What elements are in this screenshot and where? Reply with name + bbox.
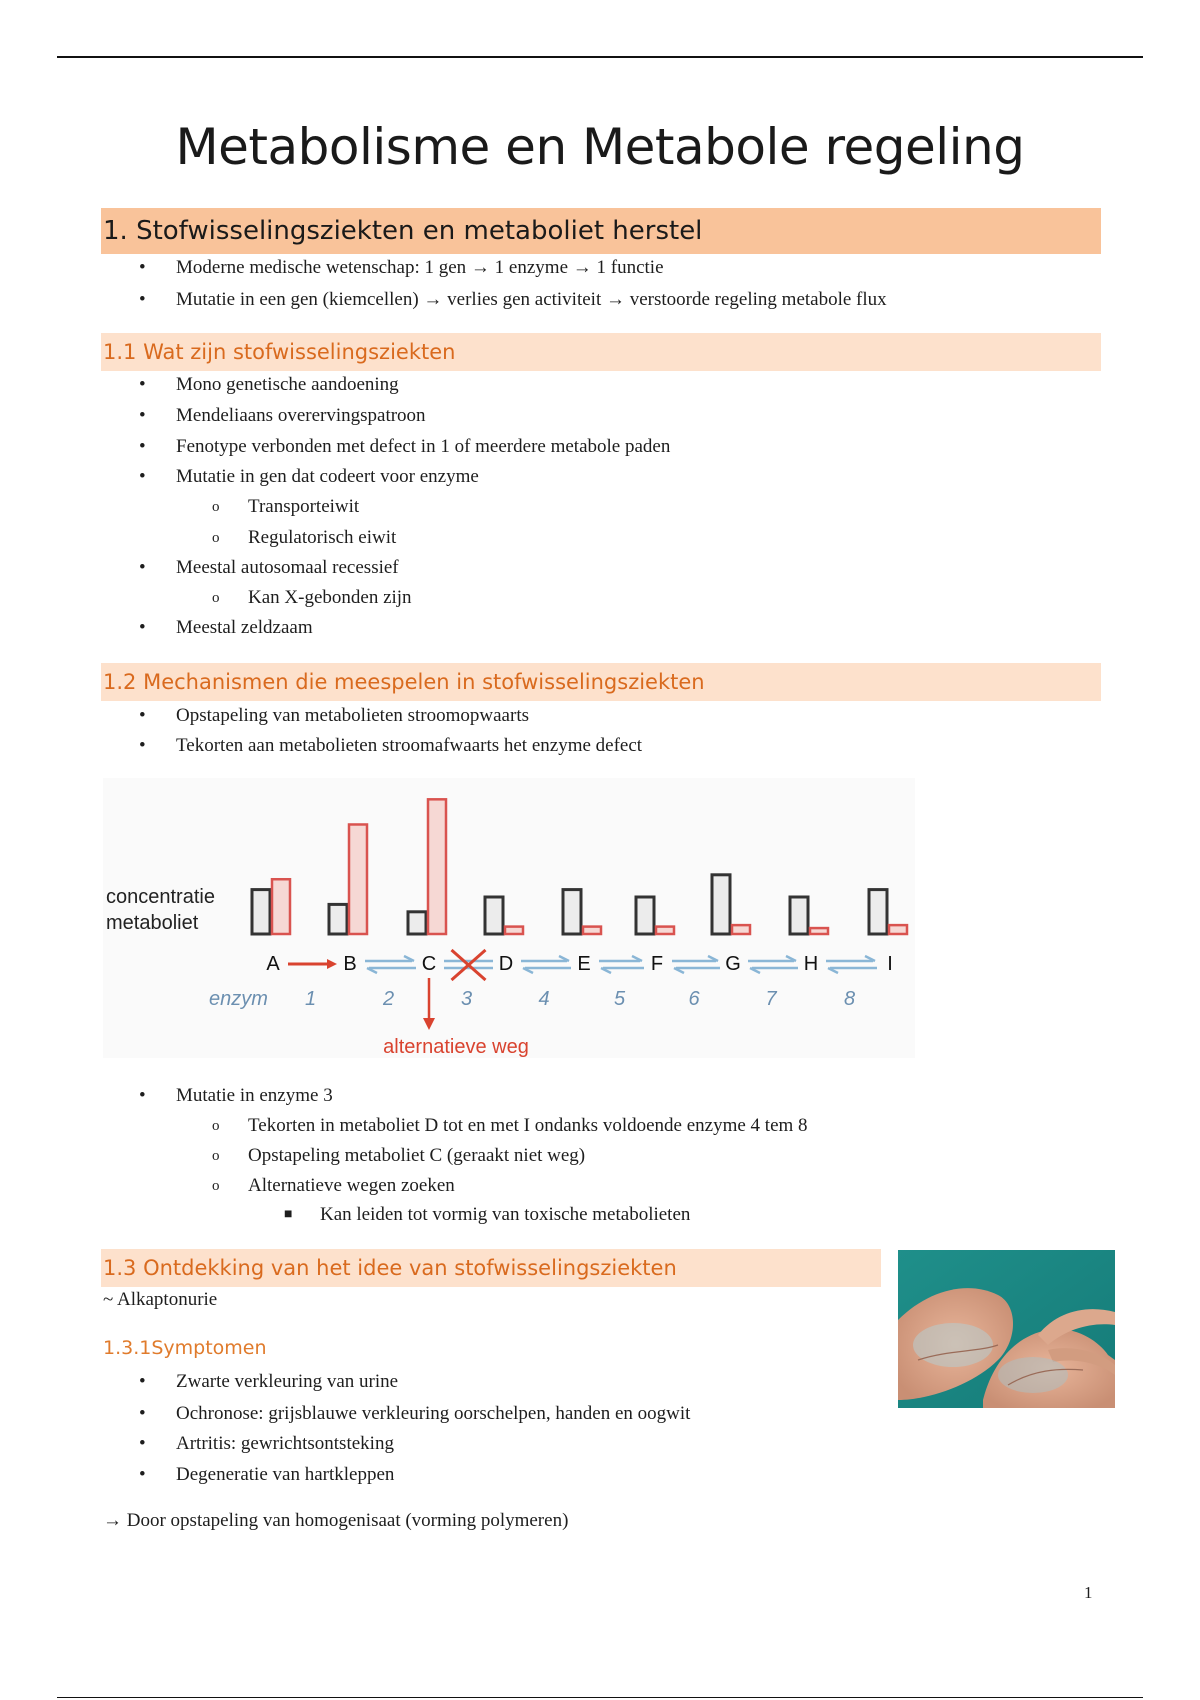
enzyme-label-6: 6 <box>688 988 700 1010</box>
list-item: • Mendeliaans overervingspatroon <box>139 405 426 426</box>
list-item: • Opstapeling van metabolieten stroomopwaarts <box>139 705 529 726</box>
list-item: • Ochronose: grijsblauwe verkleuring oorschelpen, handen en oogwit <box>139 1403 691 1424</box>
metabolite-label-C: C <box>421 953 437 975</box>
section-1-2-heading: 1.2 Mechanismen die meespelen in stofwisselingsziekten <box>101 663 1101 701</box>
bar-normal-A <box>252 890 270 934</box>
enzyme-label-2: 2 <box>382 988 395 1010</box>
list-item: • Tekorten aan metabolieten stroomafwaarts het enzyme defect <box>139 735 643 756</box>
list-item: • Meestal autosomaal recessief <box>139 557 399 578</box>
section-1-3-subtitle: ~ Alkaptonurie <box>103 1289 218 1310</box>
bar-mutation-F <box>656 927 674 934</box>
page-number: 1 <box>1084 1583 1093 1602</box>
enzyme-label-3: 3 <box>460 988 473 1010</box>
list-item: • Mutatie in een gen (kiemcellen) → verlies gen activiteit → verstoorde regeling metabole flux <box>139 289 887 310</box>
list-item: o Opstapeling metaboliet C (geraakt niet weg) <box>212 1145 586 1166</box>
bar-mutation-B <box>349 824 367 934</box>
bar-mutation-A <box>272 879 290 934</box>
bar-mutation-C <box>428 799 446 934</box>
bar-mutation-E <box>583 927 601 934</box>
bottom-rule <box>57 1697 1143 1698</box>
conclusion-text: → Door opstapeling van homogenisaat (vorming polymeren) <box>103 1510 569 1531</box>
list-item: • Zwarte verkleuring van urine <box>139 1371 399 1392</box>
bar-mutation-H <box>810 928 828 934</box>
symptoms-heading: 1.3.1Symptomen <box>103 1337 267 1359</box>
hands-ochronosis-photo <box>898 1250 1115 1408</box>
metabolite-label-G: G <box>725 953 741 975</box>
list-item: • Mutatie in enzyme 3 <box>139 1085 333 1106</box>
list-item: o Regulatorisch eiwit <box>212 527 397 548</box>
bar-normal-I <box>869 890 887 934</box>
bar-mutation-D <box>505 927 523 934</box>
list-item: o Kan X-gebonden zijn <box>212 587 412 608</box>
list-item: • Degeneratie van hartkleppen <box>139 1464 395 1485</box>
metabolite-label-F: F <box>650 953 664 975</box>
y-axis-label-line1: concentratie <box>106 886 215 908</box>
bar-mutation-I <box>889 925 907 934</box>
bar-normal-C <box>408 912 426 934</box>
bar-normal-F <box>636 897 654 934</box>
section-1-heading: 1. Stofwisselingsziekten en metaboliet herstel <box>101 208 1101 254</box>
list-item: • Meestal zeldzaam <box>139 617 313 638</box>
bar-normal-B <box>329 904 347 934</box>
enzyme-label-1: 1 <box>304 988 317 1010</box>
list-item: ■ Kan leiden tot vormig van toxische metabolieten <box>284 1204 691 1225</box>
metabolite-label-E: E <box>577 953 591 975</box>
section-1-3-heading: 1.3 Ontdekking van het idee van stofwisselingsziekten <box>101 1249 881 1287</box>
enzyme-label-8: 8 <box>843 988 856 1010</box>
enzyme-label-7: 7 <box>765 988 777 1010</box>
arrow-A-B-head <box>327 959 337 969</box>
bar-mutation-G <box>732 925 750 934</box>
list-item: • Artritis: gewrichtsontsteking <box>139 1433 394 1454</box>
list-item: o Alternatieve wegen zoeken <box>212 1175 455 1196</box>
bar-normal-D <box>485 897 503 934</box>
list-item: • Mutatie in gen dat codeert voor enzyme <box>139 466 479 487</box>
metabolite-concentration-diagram <box>103 778 915 1058</box>
list-item: • Mono genetische aandoening <box>139 374 399 395</box>
metabolite-label-I: I <box>887 953 893 975</box>
section-1-1-heading: 1.1 Wat zijn stofwisselingsziekten <box>101 333 1101 371</box>
y-axis-label-line2: metaboliet <box>106 912 199 934</box>
list-item: • Fenotype verbonden met defect in 1 of meerdere metabole paden <box>139 436 671 457</box>
metabolite-label-A: A <box>266 953 280 975</box>
enzyme-label-5: 5 <box>613 988 626 1010</box>
metabolite-label-B: B <box>343 953 357 975</box>
bar-normal-G <box>712 875 730 934</box>
alternative-way-label: alternatieve weg <box>383 1036 529 1058</box>
page-title: Metabolisme en Metabole regeling <box>175 118 1025 176</box>
enzyme-axis-label: enzym <box>209 988 268 1010</box>
top-rule <box>57 56 1143 58</box>
metabolite-label-D: D <box>498 953 514 975</box>
list-item: o Transporteiwit <box>212 496 360 517</box>
list-item: • Moderne medische wetenschap: 1 gen → 1 enzyme → 1 functie <box>139 257 664 278</box>
metabolite-label-H: H <box>803 953 819 975</box>
bar-normal-H <box>790 897 808 934</box>
alternative-arrow-head <box>423 1018 435 1030</box>
list-item: o Tekorten in metaboliet D tot en met I ondanks voldoende enzyme 4 tem 8 <box>212 1115 808 1136</box>
bar-normal-E <box>563 890 581 934</box>
enzyme-label-4: 4 <box>538 988 550 1010</box>
